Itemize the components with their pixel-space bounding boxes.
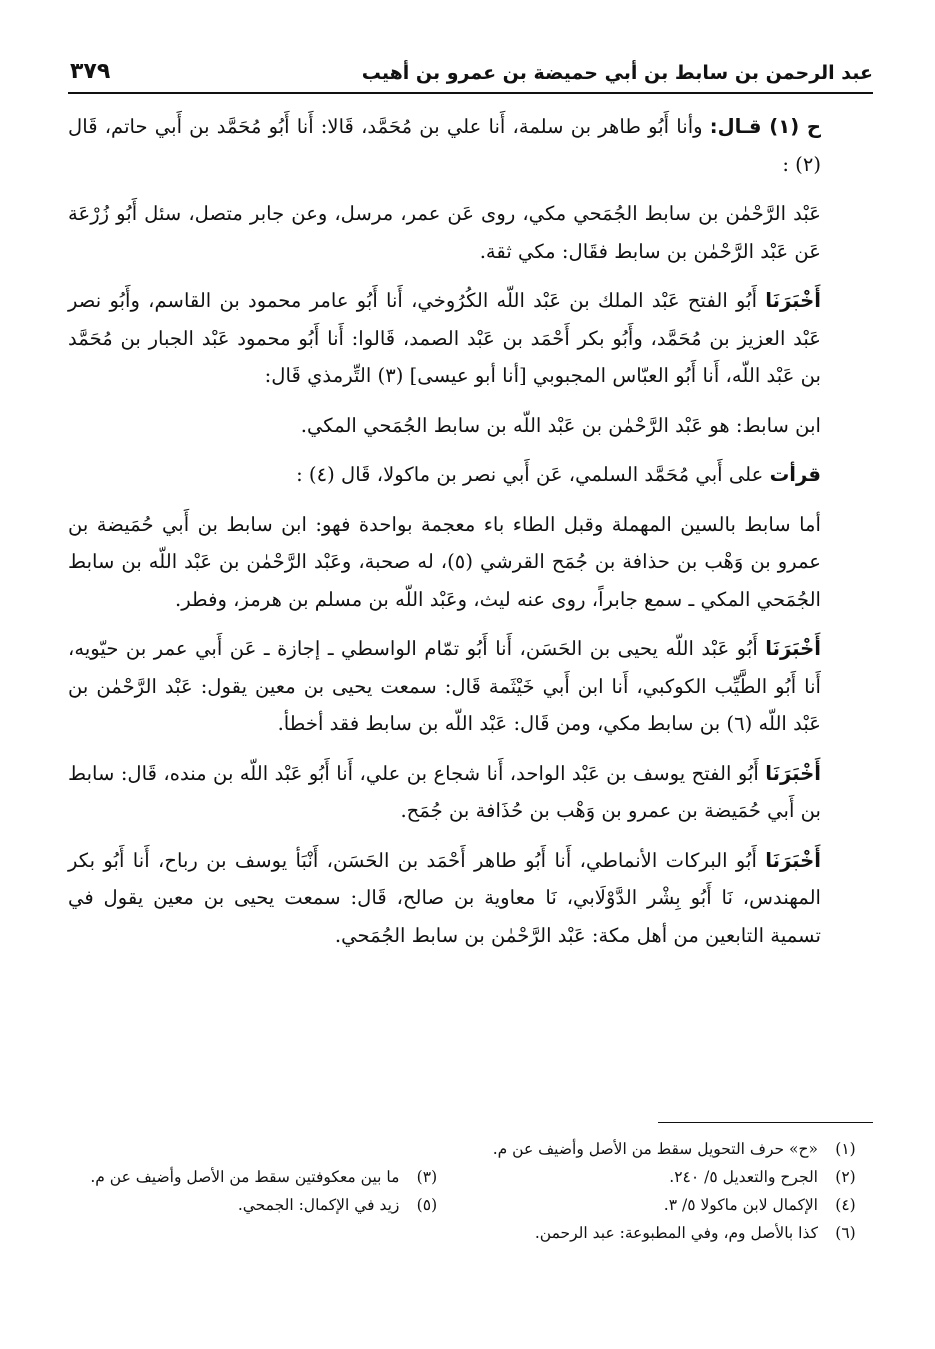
paragraph-text: أَبُو الفتح عَبْد الملك بن عَبْد اللّه الكُرُوخي، أَنا أَبُو عامر محمود بن القاسم، وأَبُو نصر عَبْد العزيز بن مُحَمَّد، وأَبُو بكر أَحْمَد بن عَبْد الصمد، قَالوا: أَنا أَبُو محمود عَبْد الجبار بن مُحَمَّد بن عَبْد اللّه، أَنا أَبُو العبّاس المجبوبي [أنا أبو عيسى] (٣) التِّرمذي قَال: bbox=[68, 289, 821, 387]
keyword: قرأت bbox=[769, 463, 821, 486]
footnote-text: ما بين معكوفتين سقط من الأصل وأضيف عن م. bbox=[90, 1168, 400, 1186]
page-number: ٣٧٩ bbox=[70, 59, 111, 84]
paragraph-text: عَبْد الرَّحْمٰن بن سابط الجُمَحي مكي، روى عَن عمر، مرسل، وعن جابر متصل، سئل أَبُو زُرْعَة عَن عَبْد الرَّحْمٰن بن سابط فقَال: مكي ثقة. bbox=[68, 202, 821, 263]
running-header bbox=[70, 42, 873, 84]
paragraph-5 bbox=[68, 456, 873, 494]
paragraph-text: أما سابط بالسين المهملة وقبل الطاء باء معجمة بواحدة فهو: ابن سابط بن أَبي حُمَيضة بن عمرو بن وَهْب بن حذافة بن جُمَح القرشي (٥)، له صحبة، وعَبْد الرَّحْمٰن بن عَبْد اللّه بن سابط الجُمَحي المكي ـ سمع جابراً، روى عنه ليث، وعَبْد اللّه بن مسلم بن هرمز، وفطر. bbox=[68, 512, 821, 611]
footnote-5 bbox=[238, 1191, 455, 1219]
footnote-3 bbox=[90, 1163, 454, 1191]
footnote-2 bbox=[454, 1163, 873, 1191]
footnote-text: «ح» حرف التحويل سقط من الأصل وأضيف عن م. bbox=[492, 1140, 818, 1158]
paragraph-2 bbox=[68, 195, 873, 270]
paragraph-3 bbox=[68, 282, 873, 395]
footnote-text: كذا بالأصل وم، وفي المطبوعة: عبد الرحمن. bbox=[534, 1224, 818, 1242]
keyword: أَخْبَرَنَا bbox=[765, 289, 821, 312]
keyword: ح (١) قـال: bbox=[709, 115, 822, 138]
keyword: أَخْبَرَنَا bbox=[765, 848, 821, 872]
keyword: أَخْبَرَنَا bbox=[765, 637, 821, 660]
paragraph-1 bbox=[68, 108, 873, 183]
footnote-6 bbox=[68, 1219, 873, 1247]
footnote-number: (٤) bbox=[835, 1196, 856, 1214]
footnote-4 bbox=[454, 1191, 873, 1219]
running-title: عبد الرحمن بن سابط بن أبي حميضة بن عمرو بن أهيب bbox=[361, 62, 873, 84]
paragraph-text: على أَبي مُحَمَّد السلمي، عَن أَبي نصر بن ماكولا، قَال (٤) : bbox=[296, 463, 770, 486]
footnote-number: (٢) bbox=[835, 1168, 856, 1186]
footnote-1 bbox=[68, 1135, 873, 1163]
footnotes bbox=[68, 1135, 873, 1247]
footnote-rule bbox=[658, 1122, 873, 1123]
paragraph-text: ابن سابط: هو عَبْد الرَّحْمٰن بن عَبْد اللّه بن سابط الجُمَحي المكي. bbox=[300, 413, 821, 437]
keyword: أَخْبَرَنَا bbox=[765, 761, 821, 785]
paragraph-8 bbox=[68, 755, 873, 830]
paragraph-text: أَبُو الفتح يوسف بن عَبْد الواحد، أَنا شجاع بن علي، أَنا أَبُو عَبْد اللّه بن منده، قَال: سابط بن أَبي حُمَيضة بن عمرو بن وَهْب بن حُذَافة بن جُمَح. bbox=[68, 761, 821, 822]
footnote-row bbox=[68, 1191, 873, 1219]
footnote-number: (١) bbox=[835, 1140, 856, 1158]
paragraph-7 bbox=[68, 630, 873, 743]
footnote-text: الإكمال لابن ماكولا ٥/ ٣. bbox=[663, 1196, 818, 1214]
paragraph-text: أَبُو عَبْد اللّه يحيى بن الحَسَن، أَنا أَبُو تمّام الواسطي ـ إجازة ـ عَن أَبي عمر بن حيّويه، أَنا أَبُو الطَّيِّب الكوكبي، أَنا ابن أَبي خَيْثَمة قَال: سمعت يحيى بن معين يقول: عَبْد الرَّحْمٰن بن عَبْد اللّه (٦) بن سابط مكي، ومن قَال: عَبْد اللّه بن سابط فقد أخطأ. bbox=[68, 637, 821, 735]
paragraph-4 bbox=[68, 407, 873, 445]
footnote-text: الجرح والتعديل ٥/ ٢٤٠. bbox=[669, 1168, 818, 1186]
footnote-number: (٦) bbox=[835, 1224, 856, 1242]
main-text bbox=[68, 108, 873, 966]
paragraph-6 bbox=[68, 506, 873, 619]
paragraph-9 bbox=[68, 842, 873, 955]
footnote-row bbox=[68, 1163, 873, 1191]
footnote-text: زيد في الإكمال: الجمحي. bbox=[237, 1196, 400, 1214]
paragraph-text: أَبُو البركات الأنماطي، أَنا أَبُو طاهر أَحْمَد بن الحَسَن، أَنْبَأ يوسف بن رباح، أَنا أَبُو بكر المهندس، نَا أَبُو بِشْر الدَّوْلَابي، نَا معاوية بن صالح، قَال: سمعت يحيى بن معين يقول في تسمية التابعين من أهل مكة: عَبْد الرَّحْمٰن بن سابط الجُمَحي. bbox=[68, 848, 821, 947]
footnote-number: (٥) bbox=[416, 1196, 438, 1214]
header-rule bbox=[68, 92, 873, 94]
paragraph-text: وأنا أَبُو طاهر بن سلمة، أَنا علي بن مُحَمَّد، قَالا: أَنا أَبُو مُحَمَّد بن أَبي حاتم، قَال (٢) : bbox=[68, 115, 821, 176]
footnote-number: (٣) bbox=[416, 1168, 438, 1186]
